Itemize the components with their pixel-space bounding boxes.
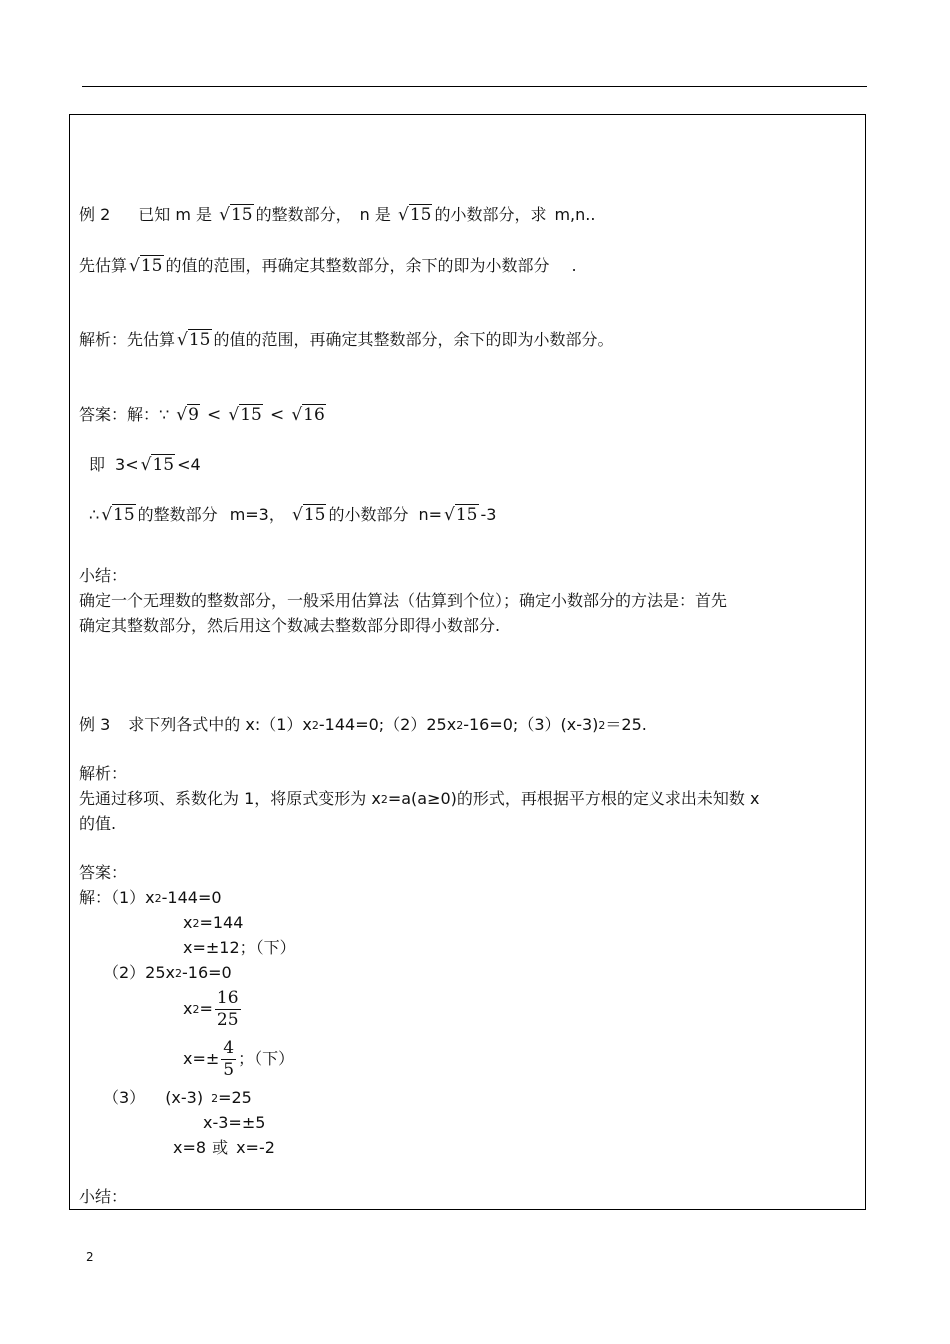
sqrt-15: √15 — [129, 256, 163, 276]
text: n= — [418, 505, 443, 524]
answer-1-line-1 — [79, 404, 328, 426]
answer-1-line-3 — [89, 504, 496, 526]
fraction-16-25: $\frac{16}{25}$ — [216, 988, 239, 1030]
text: x — [183, 913, 193, 932]
example-3-label: 例 3 — [79, 715, 111, 734]
text: 答案：解：∵ — [79, 405, 170, 424]
text: x — [183, 999, 193, 1018]
text: 即 — [89, 455, 106, 474]
analysis-2-line-1 — [79, 788, 759, 812]
hint-line — [79, 255, 577, 277]
text: ∴ — [89, 505, 100, 524]
less-than: < — [207, 405, 222, 425]
text: 或 — [212, 1138, 229, 1157]
superscript: 2 — [192, 917, 200, 930]
answer-2-step-3: x=±12；（下） — [183, 938, 296, 957]
text: (x-3) — [165, 1088, 204, 1107]
text: 的值的范围，再确定其整数部分，余下的即为小数部分。 — [213, 330, 614, 349]
answer-2-part-3-step-3 — [173, 1137, 275, 1159]
text: 解析：先估算 — [79, 330, 176, 349]
superscript: 2 — [380, 793, 388, 806]
summary-1-line-2: 确定其整数部分，然后用这个数减去整数部分即得小数部分. — [79, 616, 501, 635]
text: （3） — [103, 1088, 146, 1107]
text: m=3， — [229, 505, 285, 524]
superscript: 2 — [211, 1092, 219, 1105]
sqrt-15: √15 — [101, 505, 135, 525]
page-number: 2 — [86, 1250, 94, 1264]
answer-2-step-1 — [79, 887, 222, 911]
text: 解：（1）x — [79, 888, 155, 907]
text: 的整数部分， — [255, 205, 352, 224]
summary-1-line-1: 确定一个无理数的整数部分，一般采用估算法（估算到个位）；确定小数部分的方法是：首先 — [79, 591, 728, 610]
example-2-label: 例 2 — [79, 205, 111, 224]
answer-2-label: 答案： — [79, 863, 128, 882]
text: -3 — [480, 505, 497, 524]
text: 的值的范围，再确定其整数部分，余下的即为小数部分 — [165, 256, 550, 275]
answer-2-part-2-step-3 — [183, 1038, 294, 1081]
text: . — [571, 256, 577, 275]
sqrt-15: √15 — [397, 205, 432, 225]
text: 的小数部分，求 — [434, 205, 547, 224]
sqrt-15: √15 — [291, 505, 326, 525]
text: 先估算 — [79, 256, 128, 275]
superscript: 2 — [311, 719, 319, 732]
text: 的整数部分 — [137, 505, 218, 524]
answer-2-part-2-step-1 — [103, 962, 232, 986]
analysis-1-line — [79, 329, 614, 351]
text: 3< — [115, 455, 139, 474]
text: -16=0 — [182, 963, 232, 982]
text: =25 — [218, 1088, 252, 1107]
sqrt-16: √16 — [291, 405, 325, 425]
superscript: 2 — [154, 892, 162, 905]
text: = — [199, 999, 213, 1018]
example-3-line — [79, 714, 647, 738]
answer-2-part-3-step-2: x-3=±5 — [203, 1113, 266, 1132]
fraction-4-5: $\frac{4}{5}$ — [223, 1038, 235, 1080]
less-than: < — [269, 405, 285, 425]
text: x=± — [183, 1049, 220, 1068]
superscript: 2 — [192, 1003, 200, 1016]
text: x=8 — [173, 1138, 207, 1157]
text: 求下列各式中的 x:（1）x — [128, 715, 312, 734]
analysis-2-label: 解析： — [79, 764, 128, 783]
text: -16=0;（3）(x-3) — [463, 715, 599, 734]
superscript: 2 — [175, 967, 183, 980]
sqrt-9: √9 — [176, 405, 199, 425]
sqrt-15: √15 — [219, 205, 253, 225]
header-rule — [82, 86, 867, 87]
text: 先通过移项、系数化为 1，将原式变形为 x — [79, 789, 381, 808]
text: <4 — [177, 455, 201, 474]
sqrt-15: √15 — [228, 405, 262, 425]
sqrt-15: √15 — [140, 455, 175, 475]
sqrt-15: √15 — [177, 330, 211, 350]
text: =a(a≥0)的形式，再根据平方根的定义求出未知数 x — [387, 789, 760, 808]
text: 的小数部分 — [328, 505, 409, 524]
text: ；（下） — [238, 1049, 295, 1068]
text: -144=0 — [161, 888, 222, 907]
summary-2-label: 小结： — [79, 1187, 128, 1206]
answer-2-part-2-step-2 — [183, 988, 243, 1032]
text: ＝25. — [605, 715, 647, 734]
superscript: 2 — [456, 719, 464, 732]
text: （2）25x — [103, 963, 176, 982]
text: m,n.. — [554, 205, 596, 224]
text: x=-2 — [236, 1138, 275, 1157]
text: 已知 m 是 — [138, 205, 213, 224]
answer-2-step-2 — [183, 912, 243, 936]
text: n 是 — [359, 205, 391, 224]
example-2-line — [79, 204, 595, 226]
analysis-2-line-2: 的值. — [79, 814, 117, 833]
superscript: 2 — [598, 719, 606, 732]
text: =144 — [199, 913, 244, 932]
summary-1-label: 小结： — [79, 566, 128, 585]
answer-2-part-3-step-1 — [103, 1087, 252, 1111]
sqrt-15: √15 — [444, 505, 478, 525]
text: -144=0;（2）25x — [318, 715, 457, 734]
answer-1-line-2 — [89, 454, 201, 476]
